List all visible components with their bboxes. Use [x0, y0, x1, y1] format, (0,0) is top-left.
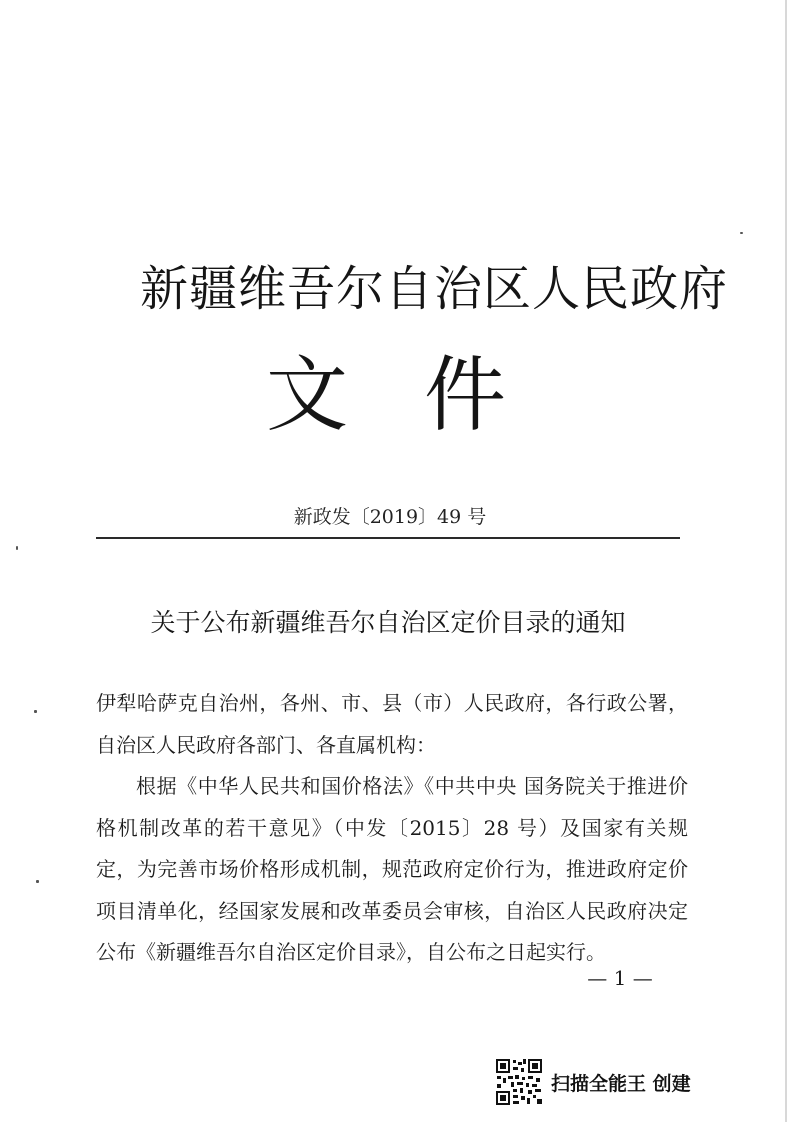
page-number: — 1 —: [587, 966, 653, 990]
body-paragraph: 根据《中华人民共和国价格法》《中共中央 国务院关于推进价格机制改革的若干意见》（中发〔2015〕28 号）及国家有关规定，为完善市场价格形成机制，规范政府定价行为，推进政府定价项目清单化，经国家发展和改革委员会审核，自治区人民政府决定公布《新疆维吾尔自治区定价目录》，自公布之日起实行。: [96, 774, 688, 964]
qr-code-icon: [495, 1058, 543, 1106]
scan-speck: [34, 710, 37, 713]
document-number: 新政发〔2019〕49 号: [293, 506, 487, 528]
scanner-watermark-label: 扫描全能王 创建: [551, 1072, 691, 1095]
scan-speck: [36, 880, 39, 883]
notice-body: [96, 683, 688, 974]
document-type-heading: [266, 330, 506, 447]
addressees-paragraph: 伊犁哈萨克自治州，各州、市、县（市）人民政府，各行政公署，自治区人民政府各部门、各直属机构：: [96, 691, 688, 757]
issuing-authority-heading: 新疆维吾尔自治区人民政府: [140, 261, 729, 317]
scan-speck: [740, 232, 743, 234]
document-type-char: 件: [423, 348, 506, 443]
scan-speck: [16, 546, 18, 550]
header-separator-rule: [96, 537, 680, 539]
notice-title: 关于公布新疆维吾尔自治区定价目录的通知: [150, 608, 626, 637]
scanner-watermark: [495, 1058, 691, 1106]
document-type-char: 文: [266, 348, 349, 443]
page-edge-shadow: [785, 0, 787, 1122]
